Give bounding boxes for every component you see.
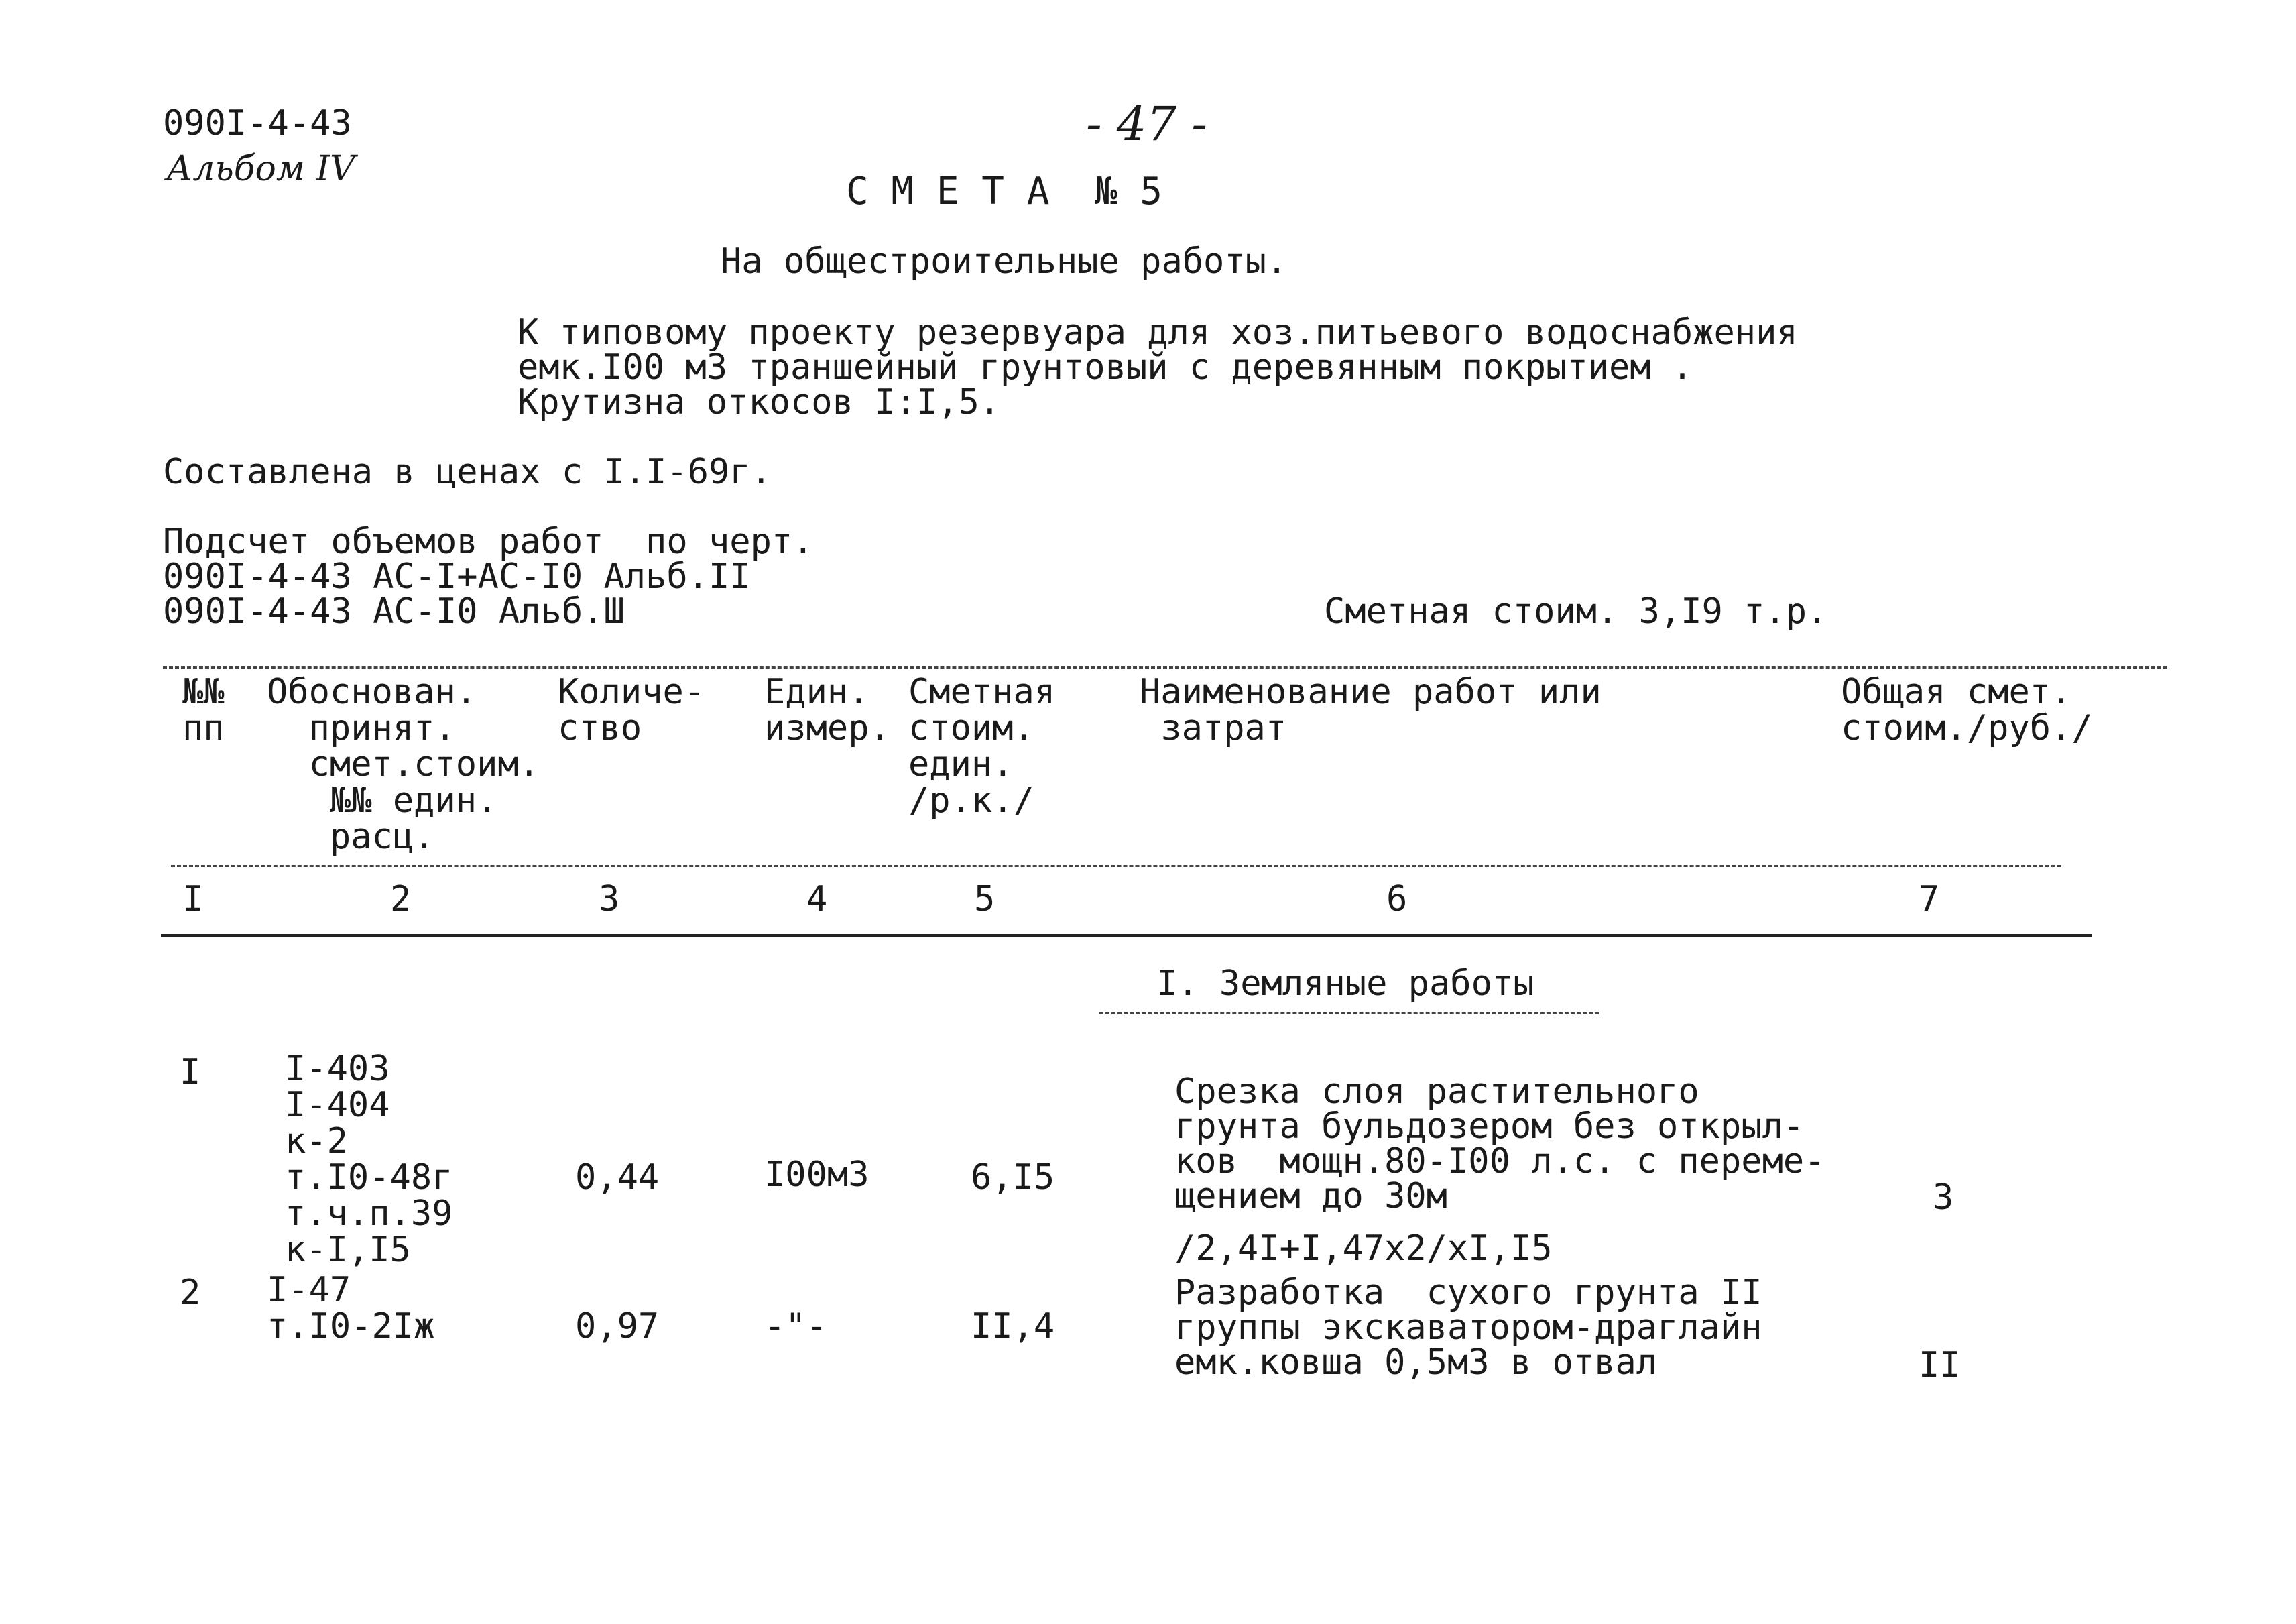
row-work-name-line: группы экскаватором-драглайн bbox=[1174, 1308, 1762, 1348]
column-number: 4 bbox=[806, 879, 828, 919]
page-number: - 47 - bbox=[1086, 97, 1207, 152]
row-quantity: 0,97 bbox=[575, 1306, 660, 1346]
row-work-name-line: грунта бульдозером без открыл- bbox=[1174, 1106, 1805, 1147]
header-col-2-line-2: принят. bbox=[267, 708, 456, 748]
header-col-3-line-1: Количе- bbox=[558, 672, 705, 712]
header-col-5-line-2: стоим. bbox=[908, 708, 1034, 748]
header-col-3-line-2: ство bbox=[558, 708, 642, 748]
description-line-2: емк.I00 м3 траншейный грунтовый с деревянным покрытием . bbox=[518, 347, 1693, 388]
row-basis-line: I-404 bbox=[285, 1085, 390, 1125]
header-col-7-line-2: стоим./руб./ bbox=[1841, 708, 2093, 748]
row-basis-line: т.ч.п.39 bbox=[285, 1194, 453, 1234]
table-top-rule bbox=[163, 666, 2167, 669]
header-col-4-line-1: Един. bbox=[764, 672, 869, 712]
row-number: 2 bbox=[180, 1273, 201, 1313]
row-basis-line: к-2 bbox=[285, 1121, 348, 1161]
column-numbers-rule bbox=[161, 934, 2092, 937]
row-number: I bbox=[180, 1052, 201, 1092]
header-col-5-line-4: /р.к./ bbox=[908, 780, 1034, 821]
row-formula: /2,4I+I,47х2/хI,I5 bbox=[1174, 1228, 1553, 1269]
volumes-line-3: 090I-4-43 АС-I0 Альб.Ш bbox=[163, 591, 625, 632]
column-number: I bbox=[182, 879, 204, 919]
column-number: 3 bbox=[599, 879, 620, 919]
row-unit: I00м3 bbox=[764, 1155, 869, 1195]
volumes-line-1: Подсчет объемов работ по черт. bbox=[163, 522, 814, 562]
row-basis-line: I-47 bbox=[267, 1270, 351, 1310]
row-basis-line: I-403 bbox=[285, 1049, 390, 1089]
estimated-cost: Сметная стоим. 3,I9 т.р. bbox=[1324, 591, 1828, 632]
estimate-subtitle: На общестроительные работы. bbox=[721, 241, 1288, 282]
header-col-2-line-3: смет.стоим. bbox=[267, 744, 540, 785]
header-col-7-line-1: Общая смет. bbox=[1841, 672, 2072, 712]
row-quantity: 0,44 bbox=[575, 1157, 660, 1198]
document-code: 090I-4-43 bbox=[163, 103, 352, 143]
prices-note: Составлена в ценах с I.I-69г. bbox=[163, 452, 772, 492]
row-total: 3 bbox=[1933, 1177, 1954, 1218]
header-col-2-line-4: №№ един. bbox=[267, 780, 498, 821]
volumes-line-2: 090I-4-43 АС-I+АС-I0 Альб.II bbox=[163, 557, 751, 597]
row-work-name-line: Срезка слоя растительного bbox=[1174, 1071, 1699, 1112]
row-basis-line: т.I0-2Iж bbox=[267, 1306, 435, 1346]
header-bottom-rule bbox=[171, 865, 2061, 867]
header-col-5-line-1: Сметная bbox=[908, 672, 1056, 712]
description-line-3: Крутизна откосов I:I,5. bbox=[518, 382, 1001, 422]
row-work-name-line: щением до 30м bbox=[1174, 1176, 1447, 1216]
header-col-2-line-5: расц. bbox=[267, 817, 435, 857]
header-col-6-line-2: затрат bbox=[1140, 708, 1287, 748]
row-unit-cost: 6,I5 bbox=[971, 1157, 1055, 1198]
column-number: 5 bbox=[974, 879, 995, 919]
column-number: 6 bbox=[1386, 879, 1408, 919]
album-label: Альбом IV bbox=[166, 149, 355, 189]
section-title-underline bbox=[1099, 1012, 1599, 1014]
column-number: 2 bbox=[390, 879, 412, 919]
estimate-title: С М Е Т А № 5 bbox=[846, 170, 1163, 213]
header-col-6-line-1: Наименование работ или bbox=[1140, 672, 1602, 712]
row-unit-cost: II,4 bbox=[971, 1306, 1055, 1346]
header-col-2-line-1: Обоснован. bbox=[267, 672, 477, 712]
row-total: II bbox=[1919, 1345, 1961, 1385]
column-number: 7 bbox=[1919, 879, 1940, 919]
row-work-name-line: емк.ковша 0,5м3 в отвал bbox=[1174, 1342, 1658, 1383]
header-col-5-line-3: един. bbox=[908, 744, 1014, 785]
header-col-1-line-2: пп bbox=[182, 708, 225, 748]
row-work-name-line: Разработка сухого грунта II bbox=[1174, 1273, 1762, 1313]
row-basis-line: т.I0-48г bbox=[285, 1157, 453, 1198]
header-col-1-line-1: №№ bbox=[182, 672, 225, 712]
row-work-name-line: ков мощн.80-I00 л.с. с переме- bbox=[1174, 1141, 1825, 1181]
row-unit: -"- bbox=[764, 1306, 827, 1346]
section-title: I. Земляные работы bbox=[1156, 964, 1534, 1004]
row-basis-line: к-I,I5 bbox=[285, 1230, 411, 1270]
description-line-1: К типовому проекту резервуара для хоз.питьевого водоснабжения bbox=[518, 312, 1798, 353]
header-col-4-line-2: измер. bbox=[764, 708, 890, 748]
